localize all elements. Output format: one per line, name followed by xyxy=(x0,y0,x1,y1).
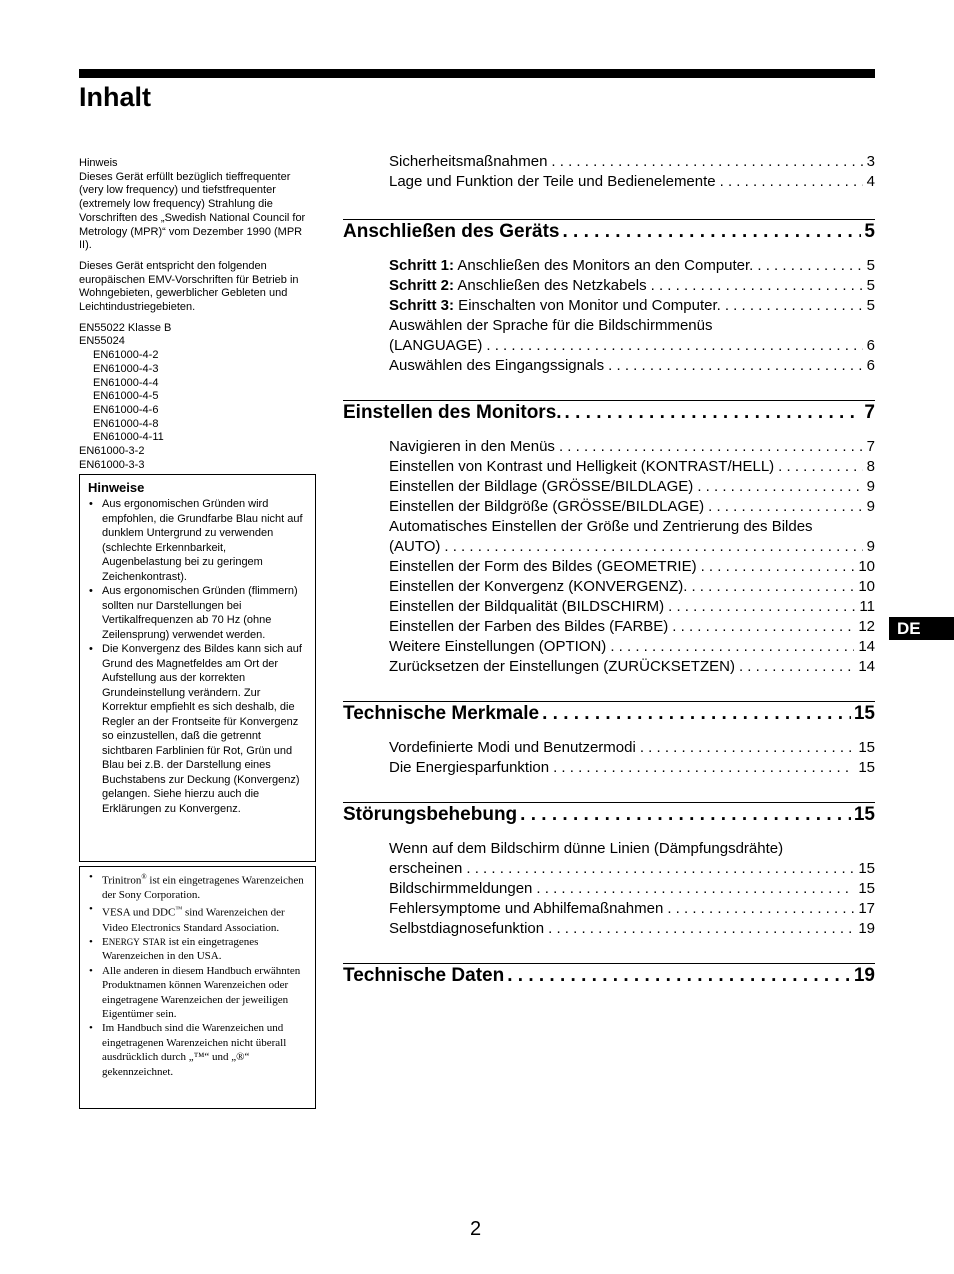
toc-entry-title: Wenn auf dem Bildschirm dünne Linien (Dämpfungsdrähte) xyxy=(389,840,784,857)
toc-entry-title: Bildschirmmeldungen xyxy=(389,880,533,897)
trademark-trinitron: • Trinitron® ist ein eingetragenes Warenzeichen der Sony Corporation. xyxy=(88,870,307,902)
toc-entry-page: 9 xyxy=(866,498,875,515)
toc-leader-dots xyxy=(548,919,854,939)
toc-entry-title: Vordefinierte Modi und Benutzermodi xyxy=(389,739,636,756)
toc-leader-dots xyxy=(640,738,855,758)
standard-item: EN61000-3-2 xyxy=(79,445,145,458)
toc-entry-title: Selbstdiagnosefunktion xyxy=(389,920,545,937)
toc-section-heading[interactable] xyxy=(343,702,875,726)
toc-leader-dots xyxy=(725,296,863,316)
toc-section-title: Störungsbehebung xyxy=(343,804,518,825)
toc-entry[interactable] xyxy=(343,577,875,597)
toc-entry[interactable] xyxy=(343,657,875,677)
toc-leader-dots xyxy=(757,256,862,276)
toc-entry-title: Auswählen des Eingangssignals xyxy=(389,357,605,374)
toc-leader-dots xyxy=(608,356,863,376)
notice-emv: Dieses Gerät entspricht den folgenden europäischen EMV-Vorschriften für Betrieb in Wohngebieten, gewerblicher Gebleten und Leichtindustriegebieten. xyxy=(79,259,299,314)
toc-entry-step: Schritt 2: xyxy=(389,277,455,294)
toc-leader-dots xyxy=(562,220,861,244)
hinweise-box xyxy=(79,474,316,862)
standard-item: EN61000-4-4 xyxy=(93,376,159,389)
toc-leader-dots xyxy=(536,879,854,899)
toc-entry-title: Die Energiesparfunktion xyxy=(389,759,550,776)
toc-entry-title: Einschalten von Monitor und Computer. xyxy=(454,297,721,314)
standard-item: EN61000-4-11 xyxy=(93,431,164,444)
toc-leader-dots xyxy=(565,401,862,425)
toc-section-title: Technische Daten xyxy=(343,965,505,986)
language-tab: DE xyxy=(889,617,954,640)
toc-entry-page: 14 xyxy=(858,638,875,655)
table-of-contents xyxy=(343,152,875,988)
toc-entry-page: 5 xyxy=(866,257,875,274)
toc-entry-page: 15 xyxy=(858,759,875,776)
toc-entry[interactable] xyxy=(343,597,875,617)
toc-section-title: Technische Merkmale xyxy=(343,703,540,724)
toc-entry-title: Sicherheitsmaßnahmen xyxy=(389,153,548,170)
standard-item: EN61000-4-2 xyxy=(93,349,159,362)
standard-item: EN61000-4-6 xyxy=(93,403,159,416)
toc-section xyxy=(343,219,875,376)
toc-entry-page: 10 xyxy=(858,558,875,575)
trademark-marks: • Im Handbuch sind die Warenzeichen und eingetragenen Warenzeichen nicht überall ausdrücklich durch „™“ und „®“ gekennzeichnet. xyxy=(88,1021,307,1079)
notice-label: Hinweis xyxy=(79,157,118,169)
toc-entry[interactable] xyxy=(343,437,875,457)
toc-entry[interactable] xyxy=(343,356,875,376)
toc-leader-dots xyxy=(778,457,862,477)
toc-entry[interactable] xyxy=(343,316,875,336)
trademark-vesa: • VESA und DDC™ sind Warenzeichen der Video Electronics Standard Association. xyxy=(88,902,307,934)
toc-leader-dots xyxy=(542,702,851,726)
toc-section-page: 15 xyxy=(853,804,875,825)
toc-entry[interactable] xyxy=(343,879,875,899)
title-rule xyxy=(79,69,875,78)
toc-entry-page: 4 xyxy=(866,173,875,190)
toc-entry-title: Navigieren in den Menüs xyxy=(389,438,555,455)
toc-section-heading[interactable] xyxy=(343,964,875,988)
toc-leader-dots xyxy=(551,152,862,172)
toc-section xyxy=(343,400,875,677)
trademark-energy-star: • ENERGY STAR ist ein eingetragenes Warenzeichen in den USA. xyxy=(88,935,307,964)
hinweise-item: • Die Konvergenz des Bildes kann sich auf Grund des Magnetfeldes am Ort der Aufstellung aus der korrekten Grundeinstellung verändern. Zur Korrektur empfiehlt es sich deshalb, die Regler an der Frontseite für Konvergenz so einzustellen, daß die getrennt sichtbaren Farblinien für Rot, Grün und Blau bei z.B. der Darstellung eines Buchstabens zur Deckung (Konvergenz) gelangen. Siehe hierzu auch die Erklärungen zu Konvergenz. xyxy=(88,642,307,816)
toc-leader-dots xyxy=(520,803,851,827)
toc-entry-title: erscheinen xyxy=(389,860,463,877)
toc-entry-title: Einstellen der Bildqualität (BILDSCHIRM) xyxy=(389,598,665,615)
toc-leader-dots xyxy=(708,497,863,517)
toc-entry-page: 14 xyxy=(858,658,875,675)
toc-section-heading[interactable] xyxy=(343,220,875,244)
toc-entry-title: (AUTO) xyxy=(389,538,441,555)
toc-section-page: 7 xyxy=(864,402,875,423)
toc-entry-title: (LANGUAGE) xyxy=(389,337,483,354)
toc-entry-title: Anschließen des Monitors an den Computer. xyxy=(454,257,754,274)
toc-section-title: Einstellen des Monitors. xyxy=(343,402,562,423)
toc-entry[interactable] xyxy=(343,899,875,919)
left-notice-column xyxy=(79,157,316,472)
toc-entry[interactable] xyxy=(343,758,875,778)
toc-entry-page: 6 xyxy=(866,357,875,374)
standard-item: EN55024 xyxy=(79,335,125,348)
standard-item: EN61000-3-3 xyxy=(79,458,145,471)
toc-entry-page: 3 xyxy=(866,153,875,170)
toc-leader-dots xyxy=(668,597,855,617)
toc-section-title: Anschließen des Geräts xyxy=(343,221,560,242)
toc-section-heading[interactable] xyxy=(343,401,875,425)
toc-entry[interactable] xyxy=(343,839,875,859)
toc-section-heading[interactable] xyxy=(343,803,875,827)
toc-entry[interactable] xyxy=(343,557,875,577)
trademark-others: • Alle anderen in diesem Handbuch erwähnten Produktnamen können Warenzeichen oder eingetragene Warenzeichen der jeweiligen Eigentümer sein. xyxy=(88,964,307,1022)
hinweise-list xyxy=(88,497,307,816)
page-number: 2 xyxy=(470,1218,482,1240)
toc-entry-title: Einstellen der Bildlage (GRÖSSE/BILDLAGE) xyxy=(389,478,694,495)
toc-entry-title: Einstellen der Farben des Bildes (FARBE) xyxy=(389,618,669,635)
toc-entry[interactable] xyxy=(343,457,875,477)
toc-entry[interactable] xyxy=(343,637,875,657)
toc-leader-dots xyxy=(651,276,863,296)
standard-item: EN55022 Klasse B xyxy=(79,321,172,334)
toc-leader-dots xyxy=(697,477,862,497)
toc-leader-dots xyxy=(486,336,862,356)
toc-leader-dots xyxy=(667,899,854,919)
toc-leader-dots xyxy=(553,758,854,778)
toc-entry-page: 10 xyxy=(858,578,875,595)
toc-entry[interactable] xyxy=(343,152,875,172)
standard-item: EN61000-4-5 xyxy=(93,390,159,403)
toc-entry[interactable] xyxy=(343,256,875,276)
toc-leader-dots xyxy=(466,859,854,879)
toc-entry-title: Auswählen der Sprache für die Bildschirmmenüs xyxy=(389,317,713,334)
toc-entry[interactable] xyxy=(343,537,875,557)
toc-leader-dots xyxy=(701,557,855,577)
toc-section xyxy=(343,963,875,988)
toc-entry[interactable] xyxy=(343,919,875,939)
toc-section-page: 15 xyxy=(853,703,875,724)
toc-entry[interactable] xyxy=(343,296,875,316)
toc-section-page: 5 xyxy=(864,221,875,242)
toc-leader-dots xyxy=(507,964,851,988)
toc-entry[interactable] xyxy=(343,172,875,192)
toc-entry[interactable] xyxy=(343,276,875,296)
toc-entry[interactable] xyxy=(343,517,875,537)
toc-entry-title: Lage und Funktion der Teile und Bedienelemente xyxy=(389,173,716,190)
standards-list xyxy=(79,322,316,473)
toc-entry-page: 8 xyxy=(866,458,875,475)
toc-leader-dots xyxy=(691,577,854,597)
toc-entry-title: Einstellen der Form des Bildes (GEOMETRIE) xyxy=(389,558,697,575)
hinweise-item: • Aus ergonomischen Gründen wird empfohlen, die Grundfarbe Blau nicht auf dunklem Untergrund zu verwenden (schlechte Erkennbarkeit, Augenbelastung bei zu geringem Zeichenkontrast). xyxy=(88,497,307,584)
toc-entry-page: 5 xyxy=(866,297,875,314)
toc-leader-dots xyxy=(559,437,863,457)
toc-entry-page: 7 xyxy=(866,438,875,455)
page-title: Inhalt xyxy=(79,82,151,112)
toc-section-page: 19 xyxy=(853,965,875,986)
toc-entry-page: 9 xyxy=(866,478,875,495)
toc-leader-dots xyxy=(739,657,854,677)
toc-entry[interactable] xyxy=(343,497,875,517)
toc-section xyxy=(343,802,875,939)
notice-mpr: Dieses Gerät erfüllt bezüglich tieffrequenter (very low frequency) und tiefstfrequenter (extremely low frequency) Strahlung die Vorschriften des „Swedish National Council for Metrology (MPR)“ vom Dezember 1990 (MPR II). xyxy=(79,170,306,252)
toc-entry-page: 19 xyxy=(858,920,875,937)
toc-entry-page: 9 xyxy=(866,538,875,555)
toc-entry-page: 11 xyxy=(859,598,875,615)
toc-entry-title: Einstellen von Kontrast und Helligkeit (KONTRAST/HELL) xyxy=(389,458,775,475)
toc-leader-dots xyxy=(720,172,863,192)
toc-entry-page: 15 xyxy=(858,739,875,756)
toc-entry[interactable] xyxy=(343,617,875,637)
toc-entry-title: Weitere Einstellungen (OPTION) xyxy=(389,638,607,655)
toc-entry[interactable] xyxy=(343,336,875,356)
toc-entry[interactable] xyxy=(343,738,875,758)
toc-entry-step: Schritt 1: xyxy=(389,257,455,274)
toc-entry-title: Automatisches Einstellen der Größe und Zentrierung des Bildes xyxy=(389,518,813,535)
toc-entry-title: Anschließen des Netzkabels xyxy=(454,277,647,294)
toc-entry-title: Einstellen der Bildgröße (GRÖSSE/BILDLAGE) xyxy=(389,498,705,515)
toc-entry-step: Schritt 3: xyxy=(389,297,455,314)
toc-entry-page: 12 xyxy=(858,618,875,635)
toc-entry-title: Fehlersymptome und Abhilfemaßnahmen xyxy=(389,900,664,917)
trademark-box xyxy=(79,866,316,1109)
toc-entry-page: 15 xyxy=(858,880,875,897)
toc-entry[interactable] xyxy=(343,859,875,879)
toc-leader-dots xyxy=(610,637,854,657)
hinweise-heading: Hinweise xyxy=(88,480,145,495)
toc-entry-page: 15 xyxy=(858,860,875,877)
standard-item: EN61000-4-8 xyxy=(93,417,159,430)
toc-section xyxy=(343,701,875,778)
toc-entry-title: Einstellen der Konvergenz (KONVERGENZ). xyxy=(389,578,688,595)
toc-entry[interactable] xyxy=(343,477,875,497)
hinweise-item: • Aus ergonomischen Gründen (flimmern) sollten nur Darstellungen bei Vertikalfrequenzen ab 70 Hz (ohne Zeilensprung) verwendet werden. xyxy=(88,584,307,642)
toc-entry-title: Zurücksetzen der Einstellungen (ZURÜCKSETZEN) xyxy=(389,658,735,675)
toc-leader-dots xyxy=(672,617,854,637)
toc-entry-page: 17 xyxy=(858,900,875,917)
standard-item: EN61000-4-3 xyxy=(93,362,159,375)
toc-entry-page: 5 xyxy=(866,277,875,294)
toc-leader-dots xyxy=(444,537,862,557)
toc-entry-page: 6 xyxy=(866,337,875,354)
